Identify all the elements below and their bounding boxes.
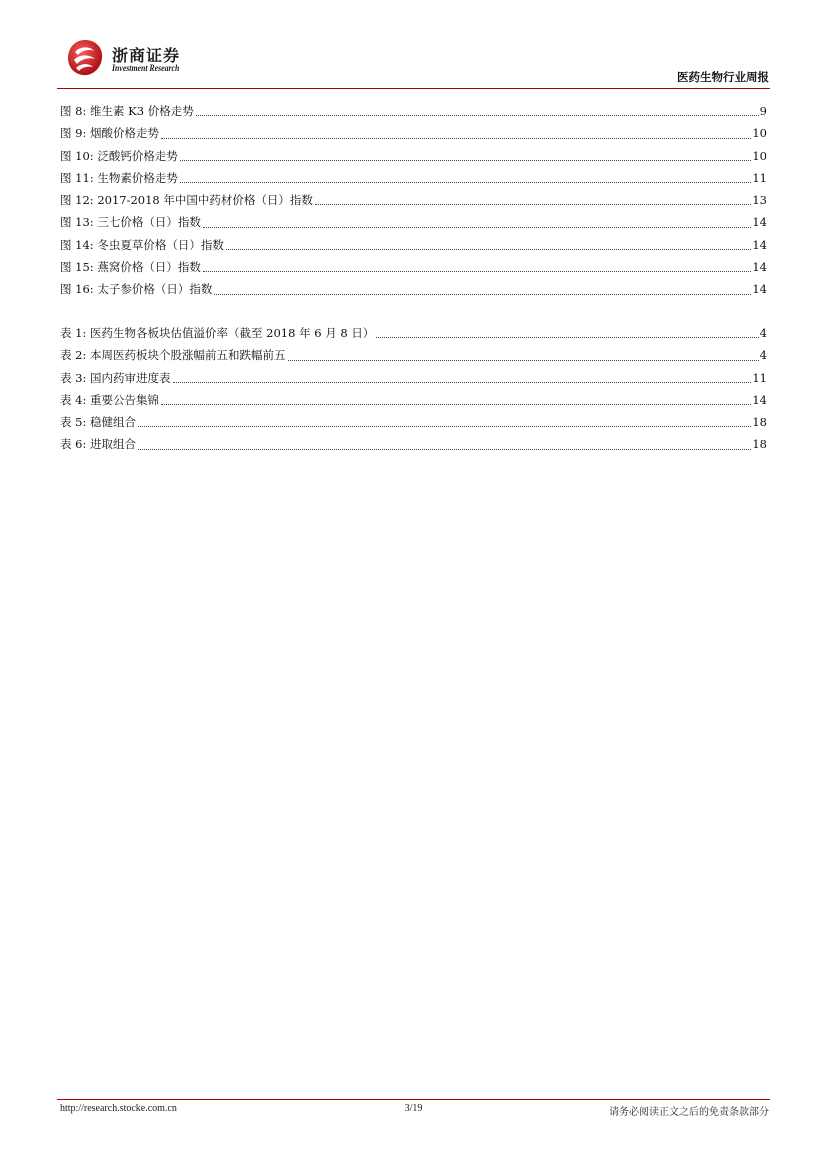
table-entry[interactable] [60, 411, 767, 433]
dot-leader [161, 403, 751, 405]
figure-entry[interactable] [60, 234, 767, 256]
figure-entry[interactable] [60, 278, 767, 300]
logo-chinese-name: 浙商证券 [112, 46, 181, 65]
table-entry-label: 表 2: 本周医药板块个股涨幅前五和跌幅前五 [60, 348, 286, 363]
figure-entry[interactable] [60, 189, 767, 211]
figure-entry-page-number: 9 [759, 104, 767, 118]
dot-leader [138, 448, 751, 450]
figure-entry-page-number: 13 [752, 193, 767, 208]
page-header [0, 0, 827, 90]
figure-entry-label: 图 12: 2017-2018 年中国中药材价格（日）指数 [60, 193, 313, 208]
dot-leader [180, 181, 752, 183]
figure-entry[interactable] [60, 122, 767, 144]
dot-leader [214, 293, 751, 295]
figure-entry-page-number: 10 [752, 148, 767, 163]
figure-entry-label: 图 13: 三七价格（日）指数 [60, 215, 201, 230]
header-divider [57, 88, 770, 89]
figure-entry-page-number: 11 [752, 170, 767, 185]
table-entry-label: 表 4: 重要公告集锦 [60, 392, 160, 407]
dot-leader [203, 226, 752, 228]
table-list [60, 322, 767, 456]
dot-leader [226, 248, 752, 250]
logo-english-name: Investment Research [112, 64, 180, 74]
table-entry[interactable] [60, 433, 767, 455]
table-entry[interactable] [60, 322, 767, 344]
table-entry-page-number: 14 [752, 392, 767, 407]
figure-entry-label: 图 16: 太子参价格（日）指数 [60, 282, 213, 297]
dot-leader [173, 381, 752, 383]
footer-divider [57, 1099, 770, 1100]
figure-entry[interactable] [60, 100, 767, 122]
table-entry-label: 表 5: 稳健组合 [60, 415, 137, 430]
figure-entry-label: 图 8: 维生素 K3 价格走势 [60, 104, 194, 118]
figure-entry-page-number: 10 [752, 126, 767, 141]
table-entry[interactable] [60, 389, 767, 411]
table-entry-label: 表 6: 进取组合 [60, 437, 137, 452]
dot-leader [376, 336, 758, 338]
table-entry[interactable] [60, 344, 767, 366]
figure-entry-label: 图 11: 生物素价格走势 [60, 170, 178, 185]
dot-leader [180, 159, 752, 161]
dot-leader [203, 270, 752, 272]
dot-leader [288, 359, 759, 361]
dot-leader [161, 137, 751, 139]
table-entry[interactable] [60, 367, 767, 389]
table-entry-page-number: 4 [759, 326, 767, 340]
figure-list [60, 100, 767, 301]
table-entry-label: 表 1: 医药生物各板块估值溢价率（截至 2018 年 6 月 8 日） [60, 326, 375, 340]
report-type-title: 医药生物行业周报 [677, 70, 769, 84]
figure-entry-label: 图 15: 燕窝价格（日）指数 [60, 260, 201, 275]
dot-leader [196, 114, 759, 116]
figure-entry-page-number: 14 [752, 237, 767, 252]
table-entry-page-number: 18 [752, 415, 767, 430]
table-entry-page-number: 18 [752, 437, 767, 452]
figure-entry-label: 图 14: 冬虫夏草价格（日）指数 [60, 237, 224, 252]
zheshang-logo-icon [66, 38, 104, 78]
figure-entry[interactable] [60, 256, 767, 278]
footer-page-number: 3/19 [404, 1103, 423, 1114]
figure-entry[interactable] [60, 145, 767, 167]
figure-entry-page-number: 14 [752, 260, 767, 275]
figure-entry-page-number: 14 [752, 215, 767, 230]
footer-disclaimer: 请务必阅读正文之后的免责条款部分 [609, 1107, 769, 1118]
figure-entry[interactable] [60, 211, 767, 233]
dot-leader [315, 203, 751, 205]
dot-leader [138, 425, 751, 427]
figure-entry-page-number: 14 [752, 282, 767, 297]
table-entry-label: 表 3: 国内药审进度表 [60, 370, 171, 385]
figure-entry[interactable] [60, 167, 767, 189]
table-entry-page-number: 11 [752, 370, 767, 385]
figure-entry-label: 图 10: 泛酸钙价格走势 [60, 148, 178, 163]
figure-entry-label: 图 9: 烟酸价格走势 [60, 126, 160, 141]
table-entry-page-number: 4 [759, 348, 767, 363]
footer-url[interactable]: http://research.stocke.com.cn [60, 1103, 177, 1114]
